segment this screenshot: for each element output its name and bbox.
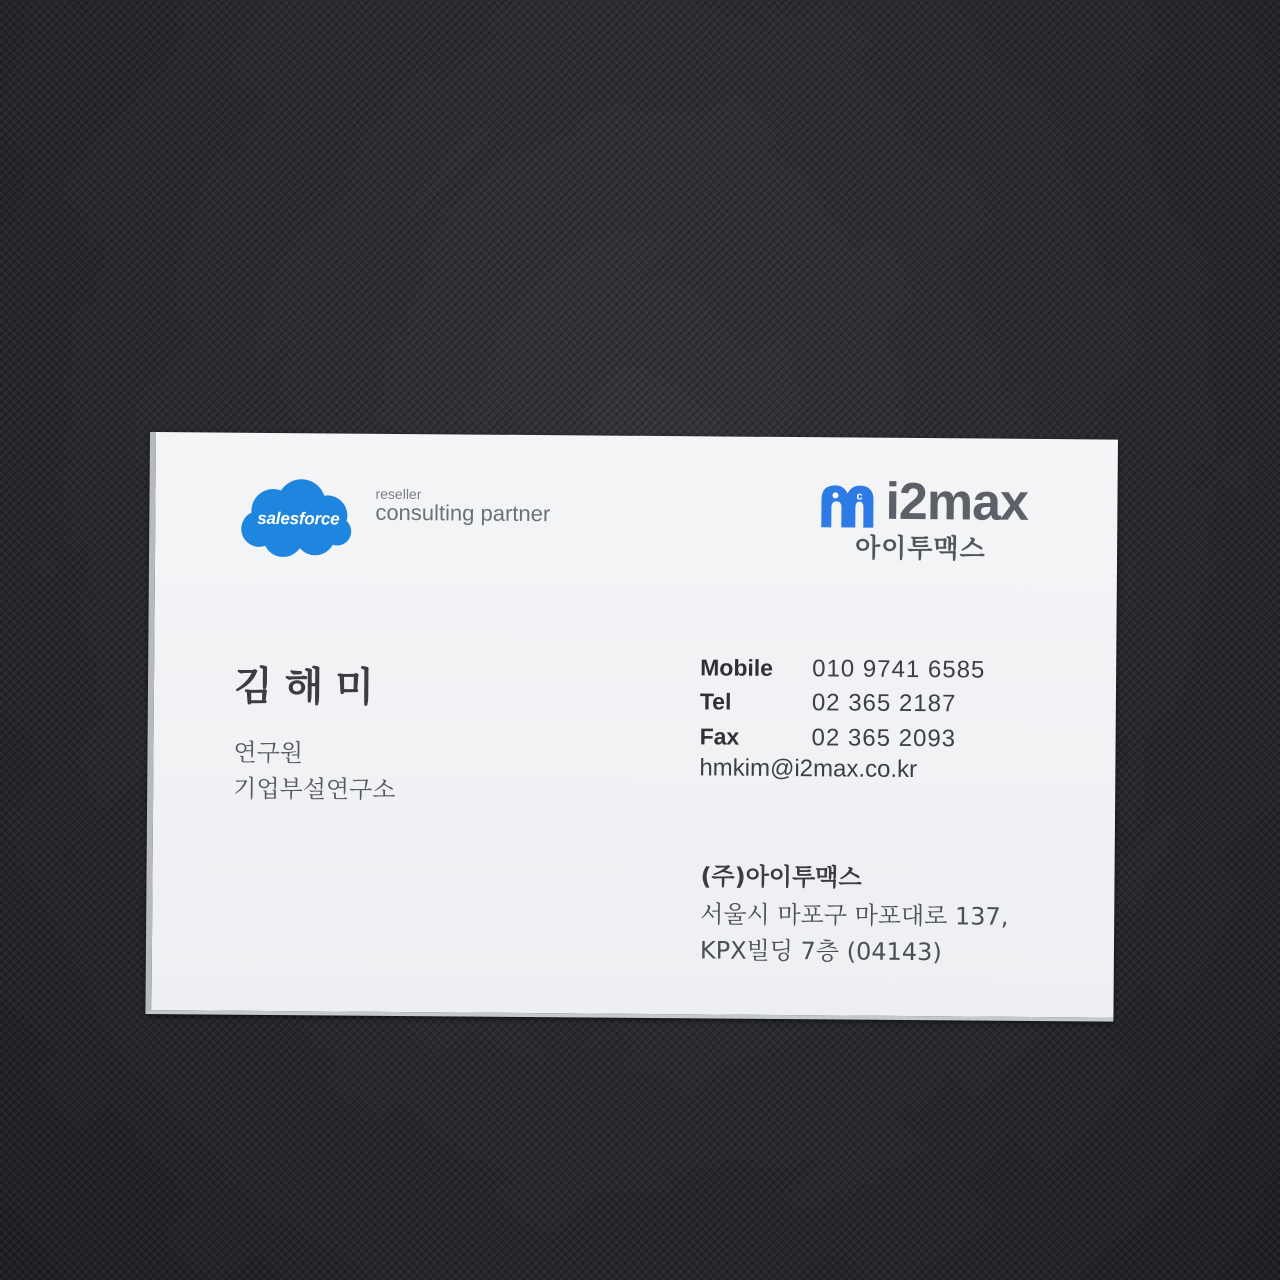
consulting-partner-label: consulting partner <box>375 499 551 527</box>
person-name: 김해미 <box>233 663 387 711</box>
mobile-number: 010 9741 6585 <box>812 655 986 684</box>
address-line-2: KPX빌딩 7층 (04143) <box>699 936 942 967</box>
i2max-korean-name: 아이투맥스 <box>854 533 986 565</box>
address-line-1: 서울시 마포구 마포대로 137, <box>700 900 1009 931</box>
person-title: 연구원 <box>233 738 304 768</box>
svg-text:c: c <box>856 490 863 503</box>
i2max-logo-icon <box>819 483 887 530</box>
mobile-label: Mobile <box>700 654 774 681</box>
tel-label: Tel <box>699 688 732 715</box>
email-address: hmkim@i2max.co.kr <box>699 754 918 784</box>
company-name: (주)아이투맥스 <box>700 862 862 892</box>
fax-number: 02 365 2093 <box>811 724 957 753</box>
fax-label: Fax <box>699 723 740 750</box>
tel-number: 02 365 2187 <box>811 689 957 718</box>
person-department: 기업부설연구소 <box>233 774 396 804</box>
i2max-wordmark: i2max <box>885 472 1029 532</box>
reseller-label: reseller <box>375 485 422 503</box>
business-card <box>145 432 1118 1022</box>
salesforce-wordmark: salesforce <box>257 508 340 529</box>
